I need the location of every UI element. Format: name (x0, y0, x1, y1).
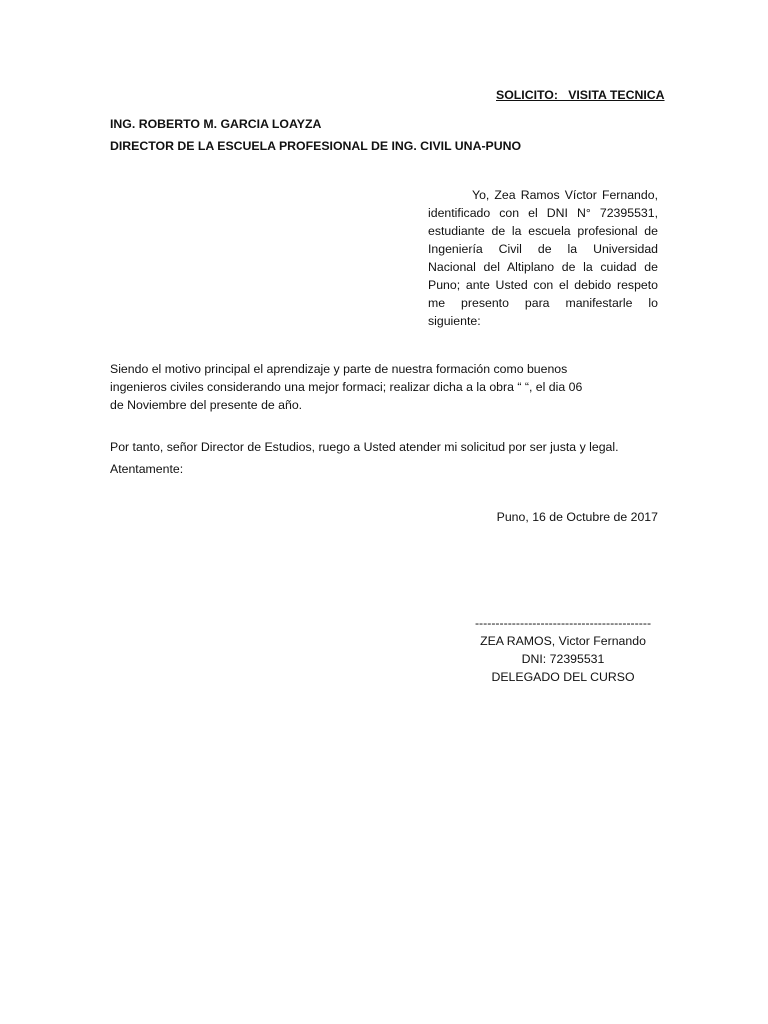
body-line: ingenieros civiles considerando una mejor formaci; realizar dicha a la obra “ “, el dia 06 (110, 380, 583, 394)
body-line: Siendo el motivo principal el aprendizaje y parte de nuestra formación como buenos (110, 362, 568, 376)
signature-line: ------------------------------------------- (474, 616, 652, 630)
addressee-title: DIRECTOR DE LA ESCUELA PROFESIONAL DE ING. CIVIL UNA-PUNO (110, 139, 522, 153)
signer-name: ZEA RAMOS, Victor Fernando (480, 634, 646, 648)
intro-paragraph: Yo, Zea Ramos Víctor Fernando, identificado con el DNI N° 72395531, estudiante de la escuela profesional de Ingeniería Civil de la Universidad Nacional del Altiplano de la cuidad de Puno; ante Usted con el debido respeto me presento para manifestarle lo siguiente: (428, 188, 658, 328)
subject-line: SOLICITO: VISITA TECNICA (496, 88, 665, 102)
signer-dni: DNI: 72395531 (521, 652, 605, 666)
addressee-name: ING. ROBERTO M. GARCIA LOAYZA (110, 117, 322, 131)
signer-role: DELEGADO DEL CURSO (491, 670, 635, 684)
date-line: Puno, 16 de Octubre de 2017 (496, 510, 658, 524)
addressee-block (110, 113, 521, 157)
request-sentence: Por tanto, señor Director de Estudios, ruego a Usted atender mi solicitud por ser justa y legal. (110, 440, 619, 454)
salutation: Atentamente: (110, 462, 184, 476)
signature-block (466, 614, 660, 686)
body-line: de Noviembre del presente de año. (110, 398, 303, 412)
body-paragraph (110, 360, 670, 414)
